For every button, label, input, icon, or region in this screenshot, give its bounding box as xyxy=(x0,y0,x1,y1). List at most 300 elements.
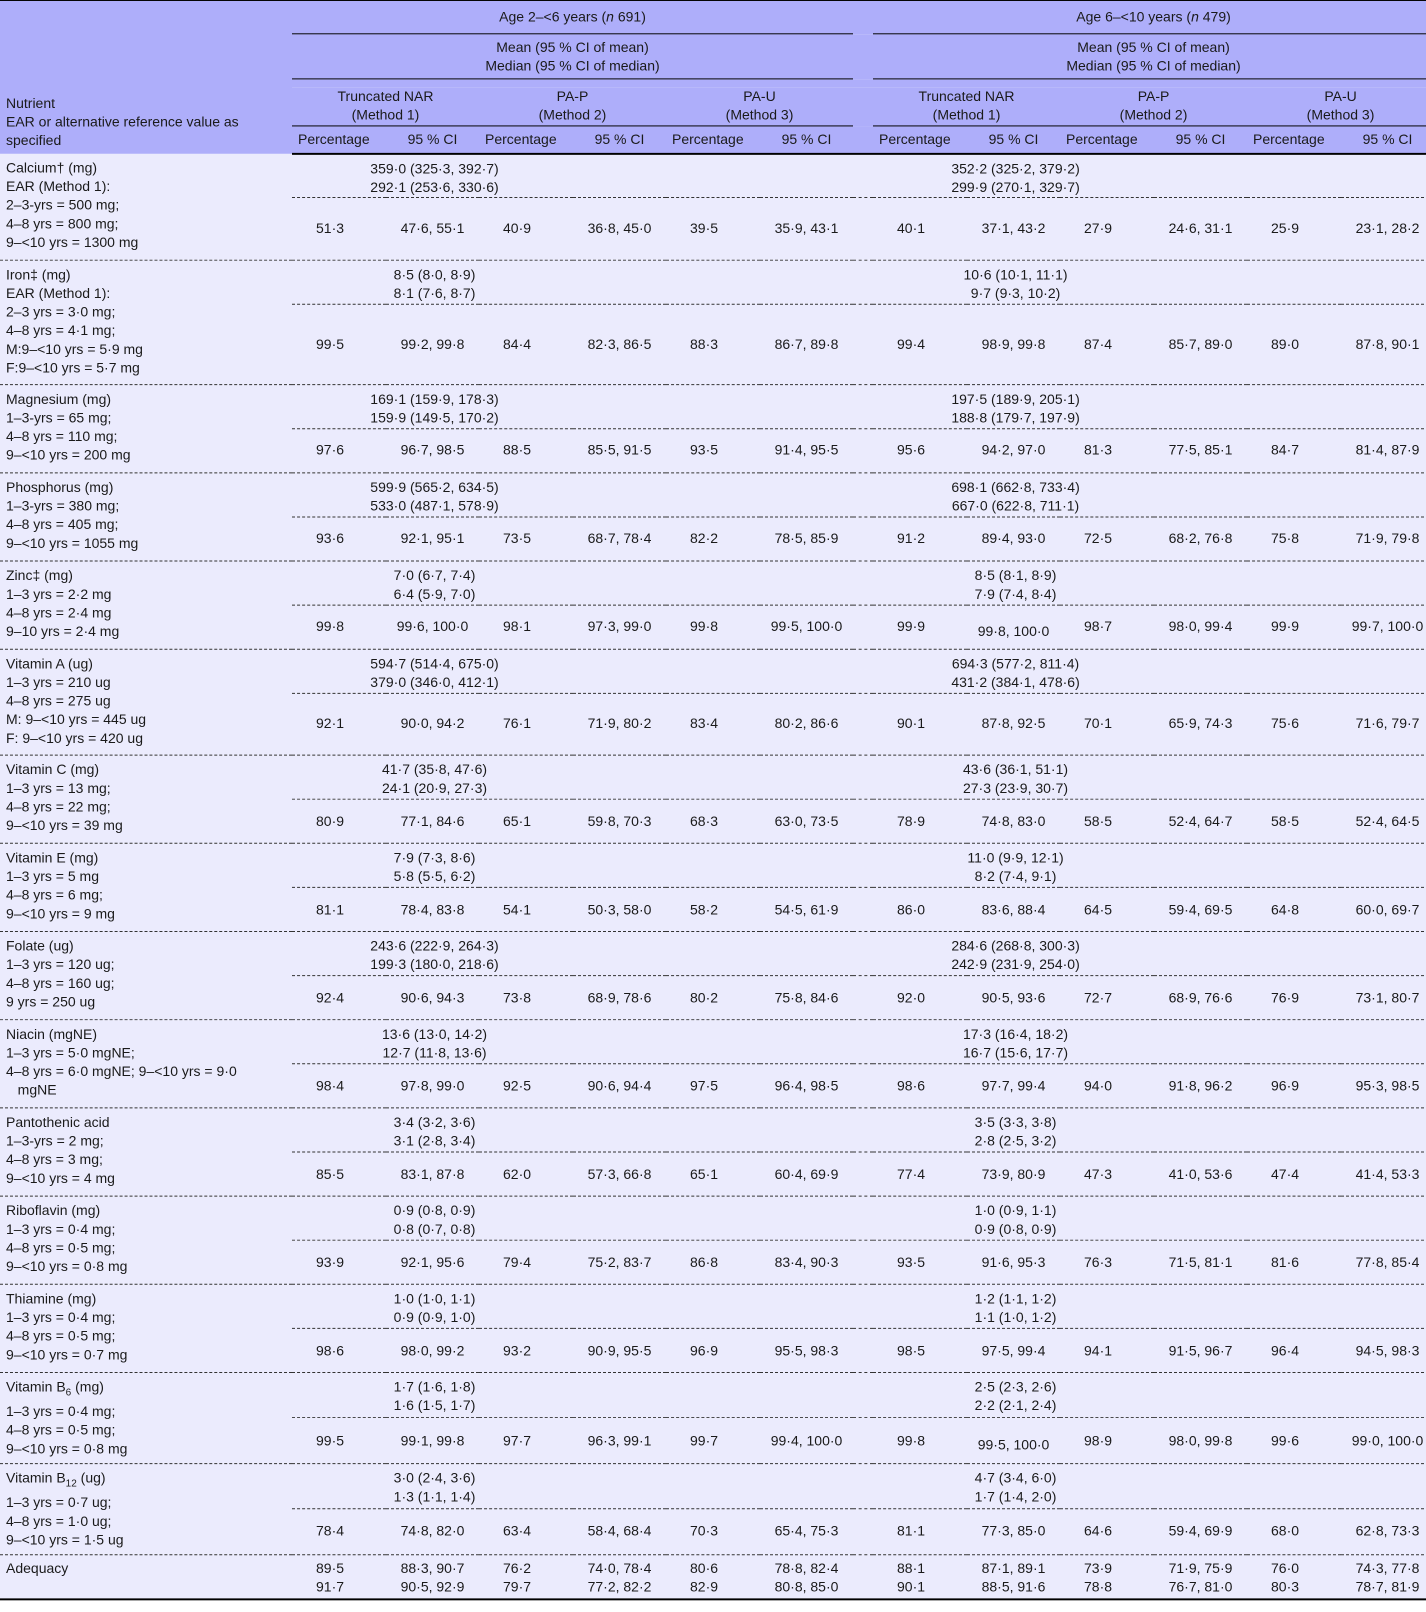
reference-value-line: 1–3 yrs = 0·7 ug; xyxy=(6,1494,112,1510)
reference-value-line: 9–<10 yrs = 9 mg xyxy=(6,905,115,922)
reference-value-line: 9–<10 yrs = 1055 mg xyxy=(6,534,139,551)
percentage-cell: 84·4 xyxy=(479,304,573,384)
ci-cell: 91·6, 95·3 xyxy=(967,1240,1060,1284)
ci-header: 95 % CI xyxy=(967,126,1060,153)
ci-cell: 58·4, 68·4 xyxy=(573,1509,666,1554)
ci-cell: 80·2, 86·6 xyxy=(760,693,853,755)
header-gap xyxy=(853,126,873,153)
ci-cell: 92·1, 95·1 xyxy=(386,516,479,560)
percentage-cell: 76·1 xyxy=(479,693,573,755)
percentage-cell: 58·2 xyxy=(666,887,760,931)
reference-value-line: 1–3-yrs = 380 mg; xyxy=(6,497,120,514)
percentage-cell: 78·9 xyxy=(873,799,967,843)
percentage-cell: 96·4 xyxy=(1247,1328,1341,1372)
percentage-cell: 58·5 xyxy=(1247,799,1341,843)
mean-value: 17·3 (16·4, 18·2) xyxy=(962,1026,1069,1042)
ci-cell: 90·6, 94·4 xyxy=(573,1064,666,1108)
adequacy-ci-cell xyxy=(1341,1554,1426,1599)
ci-cell: 78·5, 85·9 xyxy=(760,516,853,560)
median-value: 1·7 (1·4, 2·0) xyxy=(974,1488,1057,1505)
mean-value: 1·0 (1·0, 1·1) xyxy=(393,1290,476,1307)
reference-value-line: 4–8 yrs = 22 mg; xyxy=(6,798,111,815)
percentage-cell: 99·8 xyxy=(666,605,760,649)
percentage-header: Percentage xyxy=(1247,126,1341,153)
percentage-cell: 99·9 xyxy=(873,605,967,649)
adequacy-ci-cell xyxy=(386,1554,479,1599)
percentage-cell: 27·9 xyxy=(1060,197,1154,259)
adequacy-value: 76·7, 81·0 xyxy=(1168,1578,1233,1595)
table-row xyxy=(0,1020,1426,1064)
percentage-cell: 40·1 xyxy=(873,197,967,259)
adequacy-percentage-cell xyxy=(479,1554,573,1599)
percentage-cell: 77·4 xyxy=(873,1152,967,1196)
nutrient-name: Vitamin A (ug) xyxy=(6,655,93,671)
reference-value-line: 9–<10 yrs = 0·7 mg xyxy=(6,1346,128,1363)
percentage-cell: 73·8 xyxy=(479,976,573,1020)
table-row xyxy=(0,384,1426,428)
median-value: 5·8 (5·5, 6·2) xyxy=(393,868,476,884)
reference-value-line: 9–<10 yrs = 4 mg xyxy=(6,1170,115,1186)
mean-value: 11·0 (9·9, 12·1) xyxy=(967,849,1064,866)
mean-value: 698·1 (662·8, 733·4) xyxy=(951,478,1080,495)
ci-cell: 60·4, 69·9 xyxy=(760,1152,853,1196)
adequacy-value: 74·0, 78·4 xyxy=(587,1559,652,1576)
percentage-cell: 85·5 xyxy=(292,1152,386,1196)
percentage-cell: 96·9 xyxy=(666,1328,760,1372)
nutrient-name: Zinc‡ (mg) xyxy=(6,566,73,583)
percentage-cell: 99·5 xyxy=(292,304,386,384)
median-value: 2·2 (2·1, 2·4) xyxy=(974,1397,1057,1414)
reference-value-line: 9–<10 yrs = 39 mg xyxy=(6,817,123,833)
percentage-cell: 99·5 xyxy=(292,1418,386,1463)
reference-value-line: 4–8 yrs = 1·0 ug; xyxy=(6,1512,112,1529)
ci-cell: 41·0, 53·6 xyxy=(1154,1152,1247,1196)
mean-median-header-2: Mean (95 % CI of mean) Median (95 % CI of median) xyxy=(873,34,1426,79)
mean-median-cell xyxy=(873,931,1426,975)
percentage-cell: 99·4 xyxy=(873,304,967,384)
table-row xyxy=(0,843,1426,887)
ci-cell: 75·8, 84·6 xyxy=(760,976,853,1020)
reference-value-line: 1–3 yrs = 5 mg xyxy=(6,868,99,884)
ci-cell: 87·8, 90·1 xyxy=(1341,304,1426,384)
adequacy-percentage-cell xyxy=(1060,1554,1154,1599)
mean-value: 599·9 (565·2, 634·5) xyxy=(370,478,499,495)
reference-value-line: 1–3 yrs = 120 ug; xyxy=(6,956,115,973)
percentage-cell: 91·2 xyxy=(873,516,967,560)
percentage-header: Percentage xyxy=(292,126,386,153)
ci-header: 95 % CI xyxy=(760,126,853,153)
median-value: 2·8 (2·5, 3·2) xyxy=(974,1132,1057,1149)
percentage-cell: 62·0 xyxy=(479,1152,573,1196)
nutrient-name: Magnesium (mg) xyxy=(6,390,112,407)
percentage-cell: 47·4 xyxy=(1247,1152,1341,1196)
percentage-cell: 75·8 xyxy=(1247,516,1341,560)
percentage-cell: 64·8 xyxy=(1247,887,1341,931)
ci-cell: 99·0, 100·0 xyxy=(1341,1418,1426,1463)
adequacy-value: 87·1, 89·1 xyxy=(981,1559,1046,1576)
ci-cell: 77·8, 85·4 xyxy=(1341,1240,1426,1284)
reference-value-line: F:9–<10 yrs = 5·7 mg xyxy=(6,359,140,375)
median-value: 667·0 (622·8, 711·1) xyxy=(951,497,1080,514)
ci-cell: 63·0, 73·5 xyxy=(760,799,853,843)
median-value: 7·9 (7·4, 8·4) xyxy=(974,585,1057,602)
ci-cell: 73·9, 80·9 xyxy=(967,1152,1060,1196)
ci-cell: 98·0, 99·2 xyxy=(386,1328,479,1372)
reference-value-line: 1–3 yrs = 13 mg; xyxy=(6,780,111,796)
reference-value-line: 4–8 yrs = 275 ug xyxy=(6,692,111,709)
ci-cell: 74·8, 83·0 xyxy=(967,799,1060,843)
percentage-cell: 93·6 xyxy=(292,516,386,560)
percentage-cell: 95·6 xyxy=(873,428,967,472)
ci-header: 95 % CI xyxy=(1154,126,1247,153)
mean-value: 243·6 (222·9, 264·3) xyxy=(370,937,499,954)
ci-cell: 74·8, 82·0 xyxy=(386,1509,479,1554)
adequacy-ci-cell xyxy=(573,1554,666,1599)
median-value: 9·7 (9·3, 10·2) xyxy=(970,284,1061,301)
reference-value-line: 4–8 yrs = 4·1 mg; xyxy=(6,321,116,338)
percentage-header: Percentage xyxy=(1060,126,1154,153)
ci-cell: 90·0, 94·2 xyxy=(386,693,479,755)
median-value: 0·9 (0·8, 0·9) xyxy=(974,1221,1057,1237)
ci-cell: 52·4, 64·5 xyxy=(1341,799,1426,843)
ci-cell: 99·5, 100·0 xyxy=(967,1418,1060,1463)
reference-value-line: F: 9–<10 yrs = 420 ug xyxy=(6,729,143,746)
ci-cell: 41·4, 53·3 xyxy=(1341,1152,1426,1196)
ci-cell: 71·6, 79·7 xyxy=(1341,693,1426,755)
mean-median-cell xyxy=(873,260,1426,304)
percentage-cell: 96·9 xyxy=(1247,1064,1341,1108)
percentage-cell: 39·5 xyxy=(666,197,760,259)
nutrient-name: Calcium† (mg) xyxy=(6,159,98,175)
percentage-cell: 99·8 xyxy=(873,1418,967,1463)
ci-cell: 52·4, 64·7 xyxy=(1154,799,1247,843)
mean-value: 8·5 (8·0, 8·9) xyxy=(393,266,476,282)
adequacy-value: 76·0 xyxy=(1271,1559,1300,1576)
ci-cell: 99·4, 100·0 xyxy=(760,1418,853,1463)
percentage-cell: 81·1 xyxy=(292,887,386,931)
percentage-cell: 99·8 xyxy=(292,605,386,649)
ci-cell: 98·0, 99·4 xyxy=(1154,605,1247,649)
ci-cell: 97·7, 99·4 xyxy=(967,1064,1060,1108)
ci-cell: 99·5, 100·0 xyxy=(760,605,853,649)
nutrient-header-label: Nutrient xyxy=(6,94,56,111)
reference-value-line: M: 9–<10 yrs = 445 ug xyxy=(6,710,147,727)
mean-value: 2·5 (2·3, 2·6) xyxy=(974,1378,1057,1395)
percentage-cell: 64·5 xyxy=(1060,887,1154,931)
reference-value-line: 4–8 yrs = 2·4 mg xyxy=(6,604,112,620)
percentage-cell: 51·3 xyxy=(292,197,386,259)
percentage-cell: 97·6 xyxy=(292,428,386,472)
ci-cell: 68·2, 76·8 xyxy=(1154,516,1247,560)
ci-cell: 96·4, 98·5 xyxy=(760,1064,853,1108)
percentage-cell: 92·4 xyxy=(292,976,386,1020)
reference-value-line: 4–8 yrs = 800 mg; xyxy=(6,215,119,231)
header-gap xyxy=(853,0,873,33)
percentage-header: Percentage xyxy=(479,126,573,153)
adequacy-value: 88·1 xyxy=(897,1559,926,1576)
adequacy-value: 88·3, 90·7 xyxy=(400,1559,465,1576)
percentage-cell: 92·5 xyxy=(479,1064,573,1108)
adequacy-ci-cell xyxy=(1154,1554,1247,1599)
method-header: PA-P (Method 2) xyxy=(1060,87,1247,126)
adequacy-value: 76·2 xyxy=(503,1559,532,1576)
table-row xyxy=(0,649,1426,693)
ci-cell: 94·2, 97·0 xyxy=(967,428,1060,472)
reference-value-line: 1–3-yrs = 65 mg; xyxy=(6,409,112,425)
adequacy-value: 78·8 xyxy=(1084,1578,1113,1595)
mean-median-cell xyxy=(873,1108,1426,1152)
mean-value: 0·9 (0·8, 0·9) xyxy=(393,1202,476,1219)
median-value: 24·1 (20·9, 27·3) xyxy=(381,780,488,796)
mean-median-cell xyxy=(873,1463,1426,1508)
median-value: 1·1 (1·0, 1·2) xyxy=(974,1309,1057,1325)
percentage-cell: 93·5 xyxy=(666,428,760,472)
adequacy-value: 73·9 xyxy=(1084,1559,1113,1576)
nutrient-name: Riboflavin (mg) xyxy=(6,1202,101,1219)
ci-cell: 99·8, 100·0 xyxy=(967,605,1060,649)
ci-cell: 96·3, 99·1 xyxy=(573,1418,666,1463)
percentage-cell: 87·4 xyxy=(1060,304,1154,384)
nutrient-name: Folate (ug) xyxy=(6,937,74,954)
ear-header-label-2: specified xyxy=(6,131,62,148)
percentage-cell: 98·7 xyxy=(1060,605,1154,649)
nutrient-column-header xyxy=(0,0,292,153)
mean-median-cell xyxy=(873,384,1426,428)
median-value: 292·1 (253·6, 330·6) xyxy=(370,178,499,195)
reference-value-line: 2–3 yrs = 3·0 mg; xyxy=(6,303,116,319)
adequacy-percentage-cell xyxy=(666,1554,760,1599)
ci-header: 95 % CI xyxy=(1341,126,1426,153)
reference-value-line: 4–8 yrs = 6 mg; xyxy=(6,886,103,903)
median-value: 0·8 (0·7, 0·8) xyxy=(393,1221,476,1237)
method-header: PA-U (Method 3) xyxy=(1247,87,1426,126)
reference-value-line: 9–<10 yrs = 1·5 ug xyxy=(6,1531,124,1548)
percentage-cell: 98·5 xyxy=(873,1328,967,1372)
ci-cell: 97·8, 99·0 xyxy=(386,1064,479,1108)
adequacy-label: Adequacy xyxy=(0,1554,292,1599)
reference-value-line: EAR (Method 1): xyxy=(6,177,111,194)
ci-cell: 50·3, 58·0 xyxy=(573,887,666,931)
mean-median-cell xyxy=(873,755,1426,799)
mean-value: 7·9 (7·3, 8·6) xyxy=(393,849,476,866)
median-value: 3·1 (2·8, 3·4) xyxy=(393,1132,476,1149)
table-row xyxy=(0,1108,1426,1152)
reference-value-line: 9–<10 yrs = 1300 mg xyxy=(6,233,139,250)
reference-value-line: 4–8 yrs = 160 ug; xyxy=(6,975,115,991)
percentage-cell: 83·4 xyxy=(666,693,760,755)
ci-cell: 83·1, 87·8 xyxy=(386,1152,479,1196)
ci-cell: 82·3, 86·5 xyxy=(573,304,666,384)
percentage-cell: 65·1 xyxy=(479,799,573,843)
ci-cell: 77·3, 85·0 xyxy=(967,1509,1060,1554)
percentage-cell: 54·1 xyxy=(479,887,573,931)
method-header: PA-P (Method 2) xyxy=(479,87,666,126)
reference-value-line: 1–3 yrs = 0·4 mg; xyxy=(6,1221,116,1237)
adequacy-ci-cell xyxy=(760,1554,853,1599)
reference-value-line: 1–3 yrs = 210 ug xyxy=(6,673,111,690)
median-value: 8·1 (7·6, 8·7) xyxy=(393,284,476,301)
adequacy-ci-cell xyxy=(967,1554,1060,1599)
ci-cell: 47·6, 55·1 xyxy=(386,197,479,259)
percentage-cell: 98·9 xyxy=(1060,1418,1154,1463)
ci-cell: 90·9, 95·5 xyxy=(573,1328,666,1372)
mean-median-cell xyxy=(873,1196,1426,1240)
mean-median-header-1: Mean (95 % CI of mean) Median (95 % CI of median) xyxy=(292,34,853,79)
adequacy-value: 78·8, 82·4 xyxy=(774,1559,839,1576)
ci-cell: 68·9, 78·6 xyxy=(573,976,666,1020)
method-header: PA-U (Method 3) xyxy=(666,87,853,126)
nutrient-name: Thiamine (mg) xyxy=(6,1290,97,1307)
percentage-cell: 81·1 xyxy=(873,1509,967,1554)
age-group-header-1: Age 2–<6 years (n 691) xyxy=(292,0,853,33)
table-header xyxy=(0,0,1426,153)
age-group-header-2: Age 6–<10 years (n 479) xyxy=(873,0,1426,33)
ci-cell: 54·5, 61·9 xyxy=(760,887,853,931)
ci-cell: 99·2, 99·8 xyxy=(386,304,479,384)
ci-cell: 24·6, 31·1 xyxy=(1154,197,1247,259)
adequacy-value: 82·9 xyxy=(690,1578,719,1595)
reference-value-line: 4–8 yrs = 0·5 mg; xyxy=(6,1327,116,1344)
percentage-cell: 98·6 xyxy=(292,1328,386,1372)
nutrient-name: Pantothenic acid xyxy=(6,1114,110,1130)
adequacy-value: 79·7 xyxy=(503,1578,532,1595)
percentage-cell: 72·7 xyxy=(1060,976,1154,1020)
mean-value: 13·6 (13·0, 14·2) xyxy=(381,1026,488,1042)
reference-value-line: M:9–<10 yrs = 5·9 mg xyxy=(6,340,143,357)
percentage-cell: 93·5 xyxy=(873,1240,967,1284)
ear-header-label: EAR or alternative reference value as xyxy=(6,113,239,129)
percentage-cell: 88·5 xyxy=(479,428,573,472)
mean-value: 7·0 (6·7, 7·4) xyxy=(393,566,476,583)
percentage-cell: 90·1 xyxy=(873,693,967,755)
table-row xyxy=(0,1196,1426,1240)
reference-value-line: 4–8 yrs = 0·5 mg; xyxy=(6,1239,116,1256)
ci-cell: 59·4, 69·5 xyxy=(1154,887,1247,931)
ci-cell: 65·9, 74·3 xyxy=(1154,693,1247,755)
adequacy-value: 89·5 xyxy=(316,1559,345,1576)
reference-value-line: 1–3-yrs = 2 mg; xyxy=(6,1132,104,1149)
table-row xyxy=(0,1372,1426,1417)
mean-value: 43·6 (36·1, 51·1) xyxy=(962,761,1069,778)
ci-cell: 97·3, 99·0 xyxy=(573,605,666,649)
percentage-cell: 64·6 xyxy=(1060,1509,1154,1554)
percentage-cell: 92·1 xyxy=(292,693,386,755)
nutrient-name: Vitamin $B_{12}$ (ug) xyxy=(6,1469,106,1490)
ci-cell: 57·3, 66·8 xyxy=(573,1152,666,1196)
mean-value: 169·1 (159·9, 178·3) xyxy=(370,390,499,407)
percentage-cell: 97·7 xyxy=(479,1418,573,1463)
reference-value-line: 1–3 yrs = 0·4 mg; xyxy=(6,1309,116,1325)
reference-value-line: 4–8 yrs = 3 mg; xyxy=(6,1151,103,1168)
ci-cell: 92·1, 95·6 xyxy=(386,1240,479,1284)
ci-cell: 98·9, 99·8 xyxy=(967,304,1060,384)
ci-cell: 71·9, 79·8 xyxy=(1341,516,1426,560)
ci-cell: 23·1, 28·2 xyxy=(1341,197,1426,259)
median-value: 299·9 (270·1, 329·7) xyxy=(951,178,1080,195)
percentage-cell: 98·6 xyxy=(873,1064,967,1108)
mean-median-cell xyxy=(873,1020,1426,1064)
mean-value: 4·7 (3·4, 6·0) xyxy=(974,1469,1057,1486)
mean-value: 1·2 (1·1, 1·2) xyxy=(974,1290,1057,1307)
ci-cell: 85·7, 89·0 xyxy=(1154,304,1247,384)
median-value: 242·9 (231·9, 254·0) xyxy=(951,956,1080,973)
percentage-cell: 89·0 xyxy=(1247,304,1341,384)
percentage-cell: 65·1 xyxy=(666,1152,760,1196)
percentage-cell: 99·7 xyxy=(666,1418,760,1463)
mean-value: 3·5 (3·3, 3·8) xyxy=(974,1114,1057,1130)
percentage-cell: 80·2 xyxy=(666,976,760,1020)
ci-cell: 90·5, 93·6 xyxy=(967,976,1060,1020)
ci-cell: 59·4, 69·9 xyxy=(1154,1509,1247,1554)
ci-cell: 91·8, 96·2 xyxy=(1154,1064,1247,1108)
reference-value-line: 1–3 yrs = 5·0 mgNE; xyxy=(6,1044,135,1061)
percentage-cell: 99·9 xyxy=(1247,605,1341,649)
reference-value-line: 2–3-yrs = 500 mg; xyxy=(6,196,120,213)
mean-value: 3·4 (3·2, 3·6) xyxy=(393,1114,476,1130)
ci-cell: 83·4, 90·3 xyxy=(760,1240,853,1284)
percentage-cell: 78·4 xyxy=(292,1509,386,1554)
ci-cell: 85·5, 91·5 xyxy=(573,428,666,472)
percentage-cell: 40·9 xyxy=(479,197,573,259)
mean-value: 8·5 (8·1, 8·9) xyxy=(974,566,1057,583)
table-body xyxy=(0,153,1426,1599)
mean-value: 352·2 (325·2, 379·2) xyxy=(951,160,1080,176)
mean-median-cell xyxy=(873,649,1426,693)
ci-cell: 99·1, 99·8 xyxy=(386,1418,479,1463)
mean-value: 594·7 (514·4, 675·0) xyxy=(370,655,499,671)
ci-cell: 75·2, 83·7 xyxy=(573,1240,666,1284)
adequacy-value: 88·5, 91·6 xyxy=(981,1578,1046,1595)
mean-value: 359·0 (325·3, 392·7) xyxy=(370,160,499,176)
ci-cell: 35·9, 43·1 xyxy=(760,197,853,259)
percentage-cell: 25·9 xyxy=(1247,197,1341,259)
adequacy-percentage-cell xyxy=(873,1554,967,1599)
adequacy-percentage-cell xyxy=(292,1554,386,1599)
percentage-cell: 79·4 xyxy=(479,1240,573,1284)
ci-cell: 77·1, 84·6 xyxy=(386,799,479,843)
table-row xyxy=(0,931,1426,975)
percentage-header: Percentage xyxy=(873,126,967,153)
percentage-cell: 84·7 xyxy=(1247,428,1341,472)
ci-cell: 71·9, 80·2 xyxy=(573,693,666,755)
reference-value-line: 9–10 yrs = 2·4 mg xyxy=(6,622,120,639)
mean-value: 284·6 (268·8, 300·3) xyxy=(951,937,1080,954)
reference-value-line: 4–8 yrs = 6·0 mgNE; 9–<10 yrs = 9·0 xyxy=(6,1063,237,1079)
median-value: 12·7 (11·8, 13·6) xyxy=(382,1044,487,1061)
mean-value: 1·0 (0·9, 1·1) xyxy=(974,1202,1057,1219)
adequacy-value: 74·3, 77·8 xyxy=(1355,1559,1420,1576)
ci-header: 95 % CI xyxy=(573,126,666,153)
percentage-cell: 97·5 xyxy=(666,1064,760,1108)
percentage-cell: 94·1 xyxy=(1060,1328,1154,1372)
method-header: Truncated NAR (Method 1) xyxy=(292,87,479,126)
percentage-cell: 81·6 xyxy=(1247,1240,1341,1284)
median-value: 8·2 (7·4, 9·1) xyxy=(974,868,1057,884)
percentage-cell: 82·2 xyxy=(666,516,760,560)
nutrient-name: Niacin (mgNE) xyxy=(6,1026,98,1042)
percentage-cell: 70·1 xyxy=(1060,693,1154,755)
ci-cell: 97·5, 99·4 xyxy=(967,1328,1060,1372)
ci-cell: 89·4, 93·0 xyxy=(967,516,1060,560)
table-row xyxy=(0,755,1426,799)
reference-value-line: mgNE xyxy=(6,1081,57,1098)
percentage-cell: 76·9 xyxy=(1247,976,1341,1020)
percentage-cell: 63·4 xyxy=(479,1509,573,1554)
ci-cell: 83·6, 88·4 xyxy=(967,887,1060,931)
percentage-cell: 68·0 xyxy=(1247,1509,1341,1554)
nutrient-name: Vitamin $B_6$ (mg) xyxy=(6,1378,104,1399)
ci-cell: 91·4, 95·5 xyxy=(760,428,853,472)
